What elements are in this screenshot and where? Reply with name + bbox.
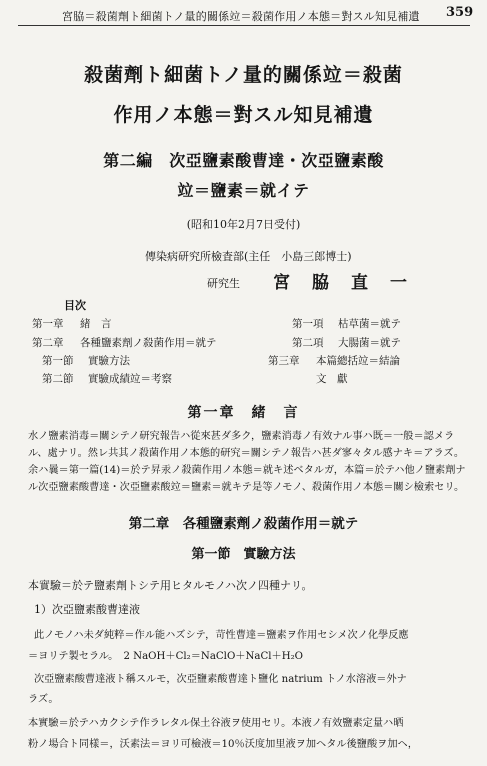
toc-left-title-4: 實驗成績竝＝考察	[88, 373, 172, 385]
chapter2-heading: 第二章 各種鹽素劑ノ殺菌作用＝就テ	[128, 516, 359, 532]
author-name: 宮脇直一	[273, 273, 429, 293]
toc-left-title-3: 實驗方法	[88, 355, 130, 367]
section1-heading: 第一節 實驗方法	[191, 547, 296, 562]
method-line: 次亞鹽素酸曹達液ト稱スルモ，次亞鹽素酸曹達ト鹽化 natrium トノ水溶液＝外ナ	[34, 674, 407, 685]
method-line: 此ノモノハ未ダ純粹＝作ル能ハズシテ，苛性曹達＝鹽素ヲ作用セシメ次ノ化學反應	[34, 630, 409, 641]
header-rule	[18, 25, 470, 26]
toc-right-title-3: 本篇總括竝＝結論	[316, 355, 400, 367]
method-line: ラズ。	[28, 694, 59, 705]
affiliation: 傳染病研究所檢査部(主任 小島三郎博士)	[145, 250, 352, 263]
toc-right-title-1: 枯草菌＝就テ	[338, 318, 401, 330]
toc-left-no-1: 第一章	[32, 318, 64, 330]
method-line: 本實驗＝於テハカクシテ作ラレタル保土谷液ヲ使用セリ。本液ノ有效鹽素定量ハ晒	[28, 718, 404, 729]
page-number: 359	[446, 5, 474, 20]
method-item-heading: 1）次亞鹽素酸曹達液	[34, 603, 140, 616]
title-line-1: 殺菌劑ト細菌トノ量的關係竝＝殺菌	[84, 64, 403, 86]
chapter1-heading: 第一章 緒 言	[187, 405, 300, 421]
toc-right-title-4: 文 獻	[316, 373, 348, 385]
subtitle-line-2: 竝＝鹽素＝就イテ	[177, 181, 310, 200]
intro-line: ル次亞鹽素酸曹達・次亞鹽素酸竝＝鹽素＝就キテ是等ノモノ、殺菌作用ノ本態＝關シ檢索セリ。	[28, 482, 465, 493]
received-date: (昭和10年2月7日受付)	[186, 218, 301, 231]
method-line: 粉ノ場合ト同樣＝，沃素法＝ヨリ可檢液＝10％沃度加里液ヲ加ヘタル後鹽酸ヲ加ヘ，	[28, 739, 418, 750]
subtitle-line-1: 第二編 次亞鹽素酸曹達・次亞鹽素酸	[103, 151, 384, 170]
toc-left-title-1: 緒 言	[80, 318, 112, 330]
toc-right-no-2: 第二項	[292, 337, 324, 349]
toc-right-no-1: 第一項	[292, 318, 324, 330]
author-title: 研究生	[207, 277, 240, 290]
method-line: 本實驗＝於テ鹽素劑トシテ用ヒタルモノハ次ノ四種ナリ。	[28, 579, 313, 592]
toc-left-no-3: 第一節	[42, 355, 74, 367]
method-line: ＝ヨリテ製セラル。 2 NaOH＋Cl₂＝NaClO＋NaCl＋H₂O	[28, 651, 304, 662]
intro-line: ル、處ナリ。然レ共其ノ殺菌作用ノ本態的研究＝關シテノ報告ハ甚ダ寥々タル感ナキ＝アラズ。	[28, 448, 465, 459]
title-line-2: 作用ノ本態＝對スル知見補遺	[113, 104, 374, 126]
toc-left-no-4: 第二節	[42, 373, 74, 385]
running-head: 宮脇＝殺菌劑ト細菌トノ量的關係竝＝殺菌作用ノ本態＝對スル知見補遺	[62, 10, 420, 23]
intro-line: 余ハ曩＝第一篇(14)＝於テ昇汞ノ殺菌作用ノ本態＝就キ述ベタルガ，本篇＝於テハ他ノ鹽素劑ナ	[28, 465, 466, 476]
toc-left-no-2: 第二章	[32, 337, 64, 349]
toc-right-title-2: 大腸菌＝就テ	[338, 337, 401, 349]
intro-line: 水ノ鹽素消毒＝關シテノ研究報告ハ從來甚ダ多ク，鹽素消毒ノ有效ナル事ハ既＝一般＝認メラ	[28, 431, 455, 442]
toc-heading: 目次	[64, 299, 86, 312]
toc-right-no-3: 第三章	[268, 355, 300, 367]
toc-left-title-2: 各種鹽素劑ノ殺菌作用＝就テ	[80, 337, 217, 349]
